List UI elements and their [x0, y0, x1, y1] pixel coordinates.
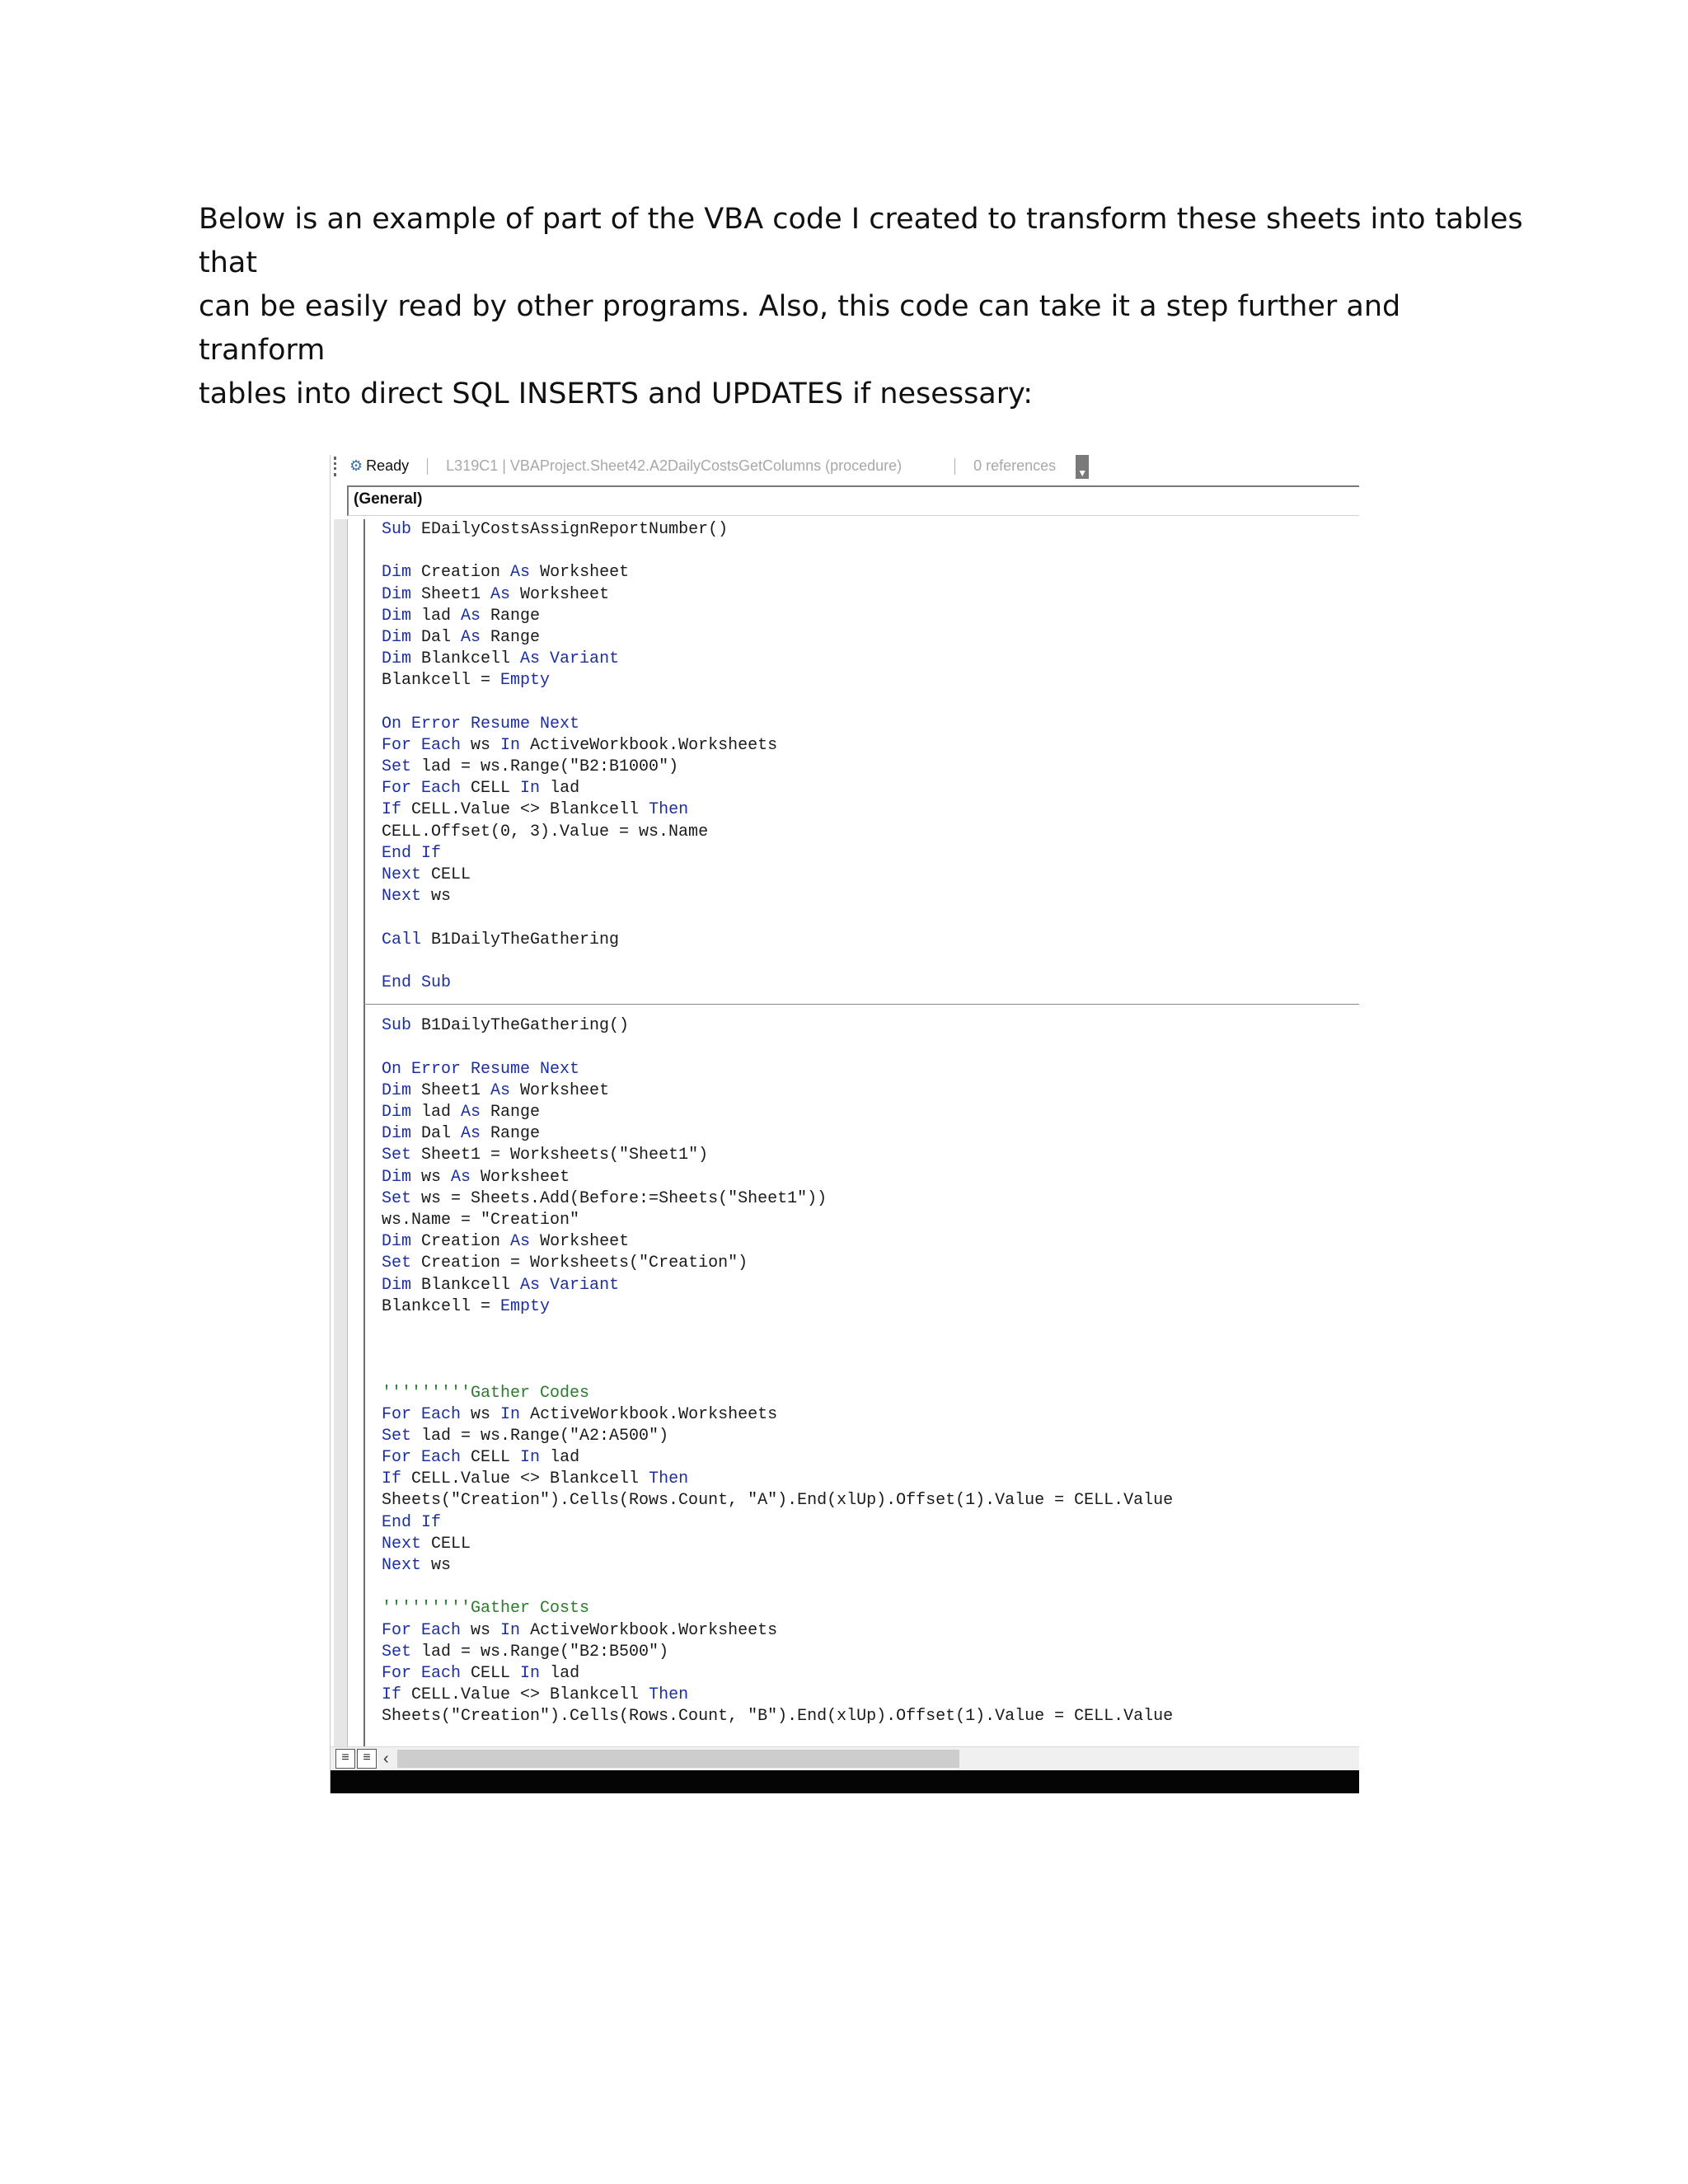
code-keyword: Dim: [382, 649, 422, 669]
code-token: ActiveWorkbook.Worksheets: [530, 1620, 778, 1640]
code-line[interactable]: [382, 1512, 1359, 1534]
code-token: CELL.Offset(0, 3).Value = ws.Name: [382, 822, 709, 841]
code-token: Sheet1: [421, 1080, 491, 1100]
code-line[interactable]: [382, 907, 1359, 929]
code-keyword: For Each: [382, 1448, 471, 1468]
code-line[interactable]: [382, 1123, 1359, 1145]
code-keyword: Sub: [382, 520, 422, 539]
code-line[interactable]: [382, 1080, 1359, 1102]
code-line[interactable]: [382, 1188, 1359, 1210]
intro-line-1: Below is an example of part of the VBA code I created to transform these sheets into tables that: [199, 203, 1523, 279]
code-token: B1DailyTheGathering(): [421, 1016, 630, 1036]
code-line[interactable]: [382, 1038, 1359, 1059]
code-line[interactable]: [382, 930, 1359, 951]
code-comment: '''''''''Gather Costs: [382, 1599, 590, 1619]
code-keyword: End If: [382, 1512, 442, 1532]
code-keyword: As: [461, 1124, 491, 1144]
status-ready: Ready: [366, 457, 410, 474]
code-token: EDailyCostsAssignReportNumber(): [421, 520, 729, 539]
code-token: lad: [550, 1448, 580, 1468]
code-keyword: End Sub: [382, 972, 452, 992]
code-line[interactable]: [382, 1210, 1359, 1231]
code-line[interactable]: [382, 1015, 1359, 1037]
code-line[interactable]: [382, 649, 1359, 670]
code-token: ws: [431, 1556, 452, 1575]
code-token: ActiveWorkbook.Worksheets: [530, 1404, 778, 1424]
code-line[interactable]: [382, 799, 1359, 821]
code-line[interactable]: [382, 1598, 1359, 1619]
code-line[interactable]: [382, 1663, 1359, 1685]
code-token: Dal: [421, 627, 462, 647]
code-token: ws.Name = "Creation": [382, 1211, 580, 1230]
code-line[interactable]: [382, 1361, 1359, 1382]
code-token: Sheet1: [421, 584, 491, 604]
object-combo-label: (General): [354, 490, 423, 508]
code-keyword: Empty: [500, 671, 551, 691]
procedure-view-icon[interactable]: ≡: [335, 1749, 355, 1769]
code-keyword: Set: [382, 1188, 422, 1208]
code-keyword: As: [451, 1167, 481, 1187]
code-token: Worksheet: [520, 1080, 610, 1100]
code-token: Worksheet: [481, 1167, 570, 1187]
code-token: Range: [490, 1124, 541, 1144]
code-token: Creation = Worksheets("Creation"): [421, 1254, 748, 1273]
code-line[interactable]: [382, 670, 1359, 691]
horizontal-scrollbar[interactable]: [331, 1746, 1359, 1770]
code-token: ws: [421, 1167, 452, 1187]
code-keyword: Set: [382, 1146, 422, 1165]
code-keyword: In: [500, 735, 531, 755]
code-token: Blankcell =: [382, 671, 501, 691]
code-line[interactable]: [382, 994, 1359, 1015]
code-line[interactable]: [382, 1642, 1359, 1663]
code-pane[interactable]: [331, 519, 1359, 1747]
code-line[interactable]: [382, 886, 1359, 907]
ready-status-icon: ⚙: [349, 457, 363, 474]
code-keyword: As: [461, 627, 491, 647]
code-line[interactable]: [382, 1404, 1359, 1426]
code-token: ActiveWorkbook.Worksheets: [530, 735, 778, 755]
code-token: lad = ws.Range("B2:B500"): [421, 1642, 669, 1661]
code-line[interactable]: [382, 843, 1359, 865]
code-line[interactable]: [382, 692, 1359, 714]
code-keyword: In: [520, 779, 551, 799]
code-keyword: In: [520, 1448, 551, 1468]
code-token: CELL: [431, 865, 471, 884]
code-keyword: On Error Resume Next: [382, 714, 580, 733]
code-token: ws: [471, 735, 501, 755]
code-line[interactable]: [382, 865, 1359, 886]
code-keyword: Then: [649, 1469, 689, 1489]
code-token: CELL: [471, 1663, 521, 1683]
code-line[interactable]: [382, 1253, 1359, 1274]
code-line[interactable]: [382, 627, 1359, 649]
code-token: Blankcell: [421, 649, 521, 669]
code-token: Range: [490, 627, 541, 647]
code-line[interactable]: [382, 1534, 1359, 1555]
code-line[interactable]: [382, 1426, 1359, 1447]
code-keyword: Dim: [382, 563, 422, 583]
code-keyword: In: [500, 1404, 531, 1424]
window-bottom-edge: [331, 1770, 1359, 1793]
code-line[interactable]: [382, 1102, 1359, 1123]
code-line[interactable]: [382, 1577, 1359, 1598]
code-line[interactable]: [382, 1059, 1359, 1080]
code-line[interactable]: [382, 1167, 1359, 1188]
code-token: lad: [421, 1103, 462, 1122]
code-keyword: As Variant: [520, 1275, 620, 1295]
code-token: Creation: [421, 1232, 511, 1252]
code-keyword: Sub: [382, 1016, 422, 1036]
code-token: Sheets("Creation").Cells(Rows.Count, "A").End(xlUp).Offset(1).Value = CELL.Value: [382, 1491, 1174, 1511]
code-token: lad = ws.Range("B2:B1000"): [421, 757, 679, 777]
object-selector[interactable]: [347, 485, 1359, 516]
code-line[interactable]: [382, 584, 1359, 606]
code-line[interactable]: [382, 562, 1359, 583]
code-line[interactable]: [382, 1469, 1359, 1490]
code-token: CELL: [471, 779, 521, 799]
code-keyword: For Each: [382, 1620, 471, 1640]
intro-line-2: can be easily read by other programs. Also, this code can take it a step further and tranform: [199, 290, 1401, 367]
code-line[interactable]: [382, 1490, 1359, 1511]
code-keyword: Dim: [382, 1232, 422, 1252]
code-token: CELL: [471, 1448, 521, 1468]
status-divider: [427, 458, 428, 475]
code-line[interactable]: [382, 1145, 1359, 1166]
code-keyword: Set: [382, 757, 422, 777]
code-token: ws: [471, 1404, 501, 1424]
code-line[interactable]: [382, 1318, 1359, 1339]
scrollbar-thumb[interactable]: [397, 1750, 959, 1768]
code-line[interactable]: [382, 1685, 1359, 1706]
code-line[interactable]: [382, 1555, 1359, 1577]
code-token: lad: [550, 779, 580, 799]
toolbar-grip[interactable]: [334, 457, 348, 476]
status-divider: [954, 458, 955, 475]
code-keyword: Set: [382, 1642, 422, 1661]
code-keyword: In: [500, 1620, 531, 1640]
code-keyword: Dim: [382, 1124, 422, 1144]
code-line[interactable]: [382, 1383, 1359, 1404]
code-keyword: For Each: [382, 1663, 471, 1683]
code-keyword: Next: [382, 865, 432, 884]
code-token: Worksheet: [540, 1232, 630, 1252]
status-references[interactable]: 0 references: [973, 457, 1057, 474]
code-keyword: End If: [382, 843, 442, 863]
code-token: Blankcell =: [382, 1296, 501, 1316]
code-token: ws: [431, 887, 452, 907]
code-token: Sheet1 = Worksheets("Sheet1"): [421, 1146, 709, 1165]
code-keyword: Next: [382, 1534, 432, 1554]
code-token: lad: [550, 1663, 580, 1683]
margin-indicator-bar[interactable]: [331, 519, 365, 1747]
code-keyword: For Each: [382, 779, 471, 799]
code-keyword: As: [510, 563, 541, 583]
code-keyword: Then: [649, 1685, 689, 1705]
code-keyword: On Error Resume Next: [382, 1059, 580, 1079]
code-line[interactable]: [382, 714, 1359, 735]
intro-line-3: tables into direct SQL INSERTS and UPDATES if nesessary:: [199, 377, 1034, 410]
code-keyword: Dim: [382, 1275, 422, 1295]
code-line[interactable]: [382, 951, 1359, 972]
code-keyword: Dim: [382, 627, 422, 647]
code-line[interactable]: [382, 519, 1359, 541]
code-keyword: As: [490, 584, 521, 604]
code-token: CELL.Value <> Blankcell: [411, 800, 649, 820]
code-token: ws = Sheets.Add(Before:=Sheets("Sheet1")): [421, 1188, 828, 1208]
code-keyword: As: [461, 1103, 491, 1122]
code-line[interactable]: [382, 541, 1359, 562]
intro-text: [199, 198, 1534, 416]
code-keyword: Next: [382, 887, 432, 907]
code-keyword: Then: [649, 800, 689, 820]
code-line[interactable]: [382, 757, 1359, 778]
code-keyword: Empty: [500, 1296, 551, 1316]
code-line[interactable]: [382, 778, 1359, 799]
code-token: Worksheet: [540, 563, 630, 583]
status-location: L319C1 | VBAProject.Sheet42.A2DailyCostsGetColumns (procedure): [446, 457, 903, 474]
code-line[interactable]: [382, 822, 1359, 843]
code-line[interactable]: [382, 1706, 1359, 1727]
code-keyword: Dim: [382, 1103, 422, 1122]
code-keyword: For Each: [382, 1404, 471, 1424]
code-line[interactable]: [382, 1296, 1359, 1318]
code-line[interactable]: [382, 1447, 1359, 1469]
code-keyword: Call: [382, 930, 432, 949]
code-comment: '''''''''Gather Codes: [382, 1383, 590, 1403]
code-token: CELL: [431, 1534, 471, 1554]
code-token: CELL.Value <> Blankcell: [411, 1685, 649, 1705]
code-token: Creation: [421, 563, 511, 583]
code-keyword: Set: [382, 1426, 422, 1446]
code-keyword: Dim: [382, 1080, 422, 1100]
code-line[interactable]: [382, 735, 1359, 757]
code-token: B1DailyTheGathering: [431, 930, 620, 949]
code-line[interactable]: [382, 606, 1359, 627]
code-line[interactable]: [382, 972, 1359, 994]
code-line[interactable]: [382, 1620, 1359, 1642]
code-line[interactable]: [382, 1339, 1359, 1361]
code-keyword: If: [382, 800, 412, 820]
code-token: lad = ws.Range("A2:A500"): [421, 1426, 669, 1446]
code-token: Range: [490, 1103, 541, 1122]
code-keyword: In: [520, 1663, 551, 1683]
code-token: CELL.Value <> Blankcell: [411, 1469, 649, 1489]
code-token: ws: [471, 1620, 501, 1640]
dropdown-icon[interactable]: ▼: [1076, 455, 1089, 479]
code-token: lad: [421, 606, 462, 626]
code-token: Range: [490, 606, 541, 626]
code-keyword: Set: [382, 1254, 422, 1273]
scroll-left-icon[interactable]: ‹: [383, 1749, 389, 1768]
full-module-view-icon[interactable]: ≡: [357, 1749, 377, 1769]
code-keyword: Dim: [382, 1167, 422, 1187]
code-keyword: As Variant: [520, 649, 620, 669]
code-keyword: If: [382, 1469, 412, 1489]
code-keyword: As: [510, 1232, 541, 1252]
code-token: Worksheet: [520, 584, 610, 604]
code-keyword: If: [382, 1685, 412, 1705]
code-keyword: Next: [382, 1556, 432, 1575]
vba-code-editor: [330, 455, 1359, 1793]
editor-status-bar: [331, 455, 1359, 477]
code-line[interactable]: [382, 1231, 1359, 1253]
code-text[interactable]: [382, 519, 1359, 1728]
code-token: Sheets("Creation").Cells(Rows.Count, "B").End(xlUp).Offset(1).Value = CELL.Value: [382, 1707, 1174, 1727]
code-token: Blankcell: [421, 1275, 521, 1295]
code-keyword: Dim: [382, 584, 422, 604]
code-keyword: As: [461, 606, 491, 626]
code-keyword: As: [490, 1080, 521, 1100]
code-keyword: Dim: [382, 606, 422, 626]
code-keyword: For Each: [382, 735, 471, 755]
code-line[interactable]: [382, 1275, 1359, 1296]
code-token: Dal: [421, 1124, 462, 1144]
